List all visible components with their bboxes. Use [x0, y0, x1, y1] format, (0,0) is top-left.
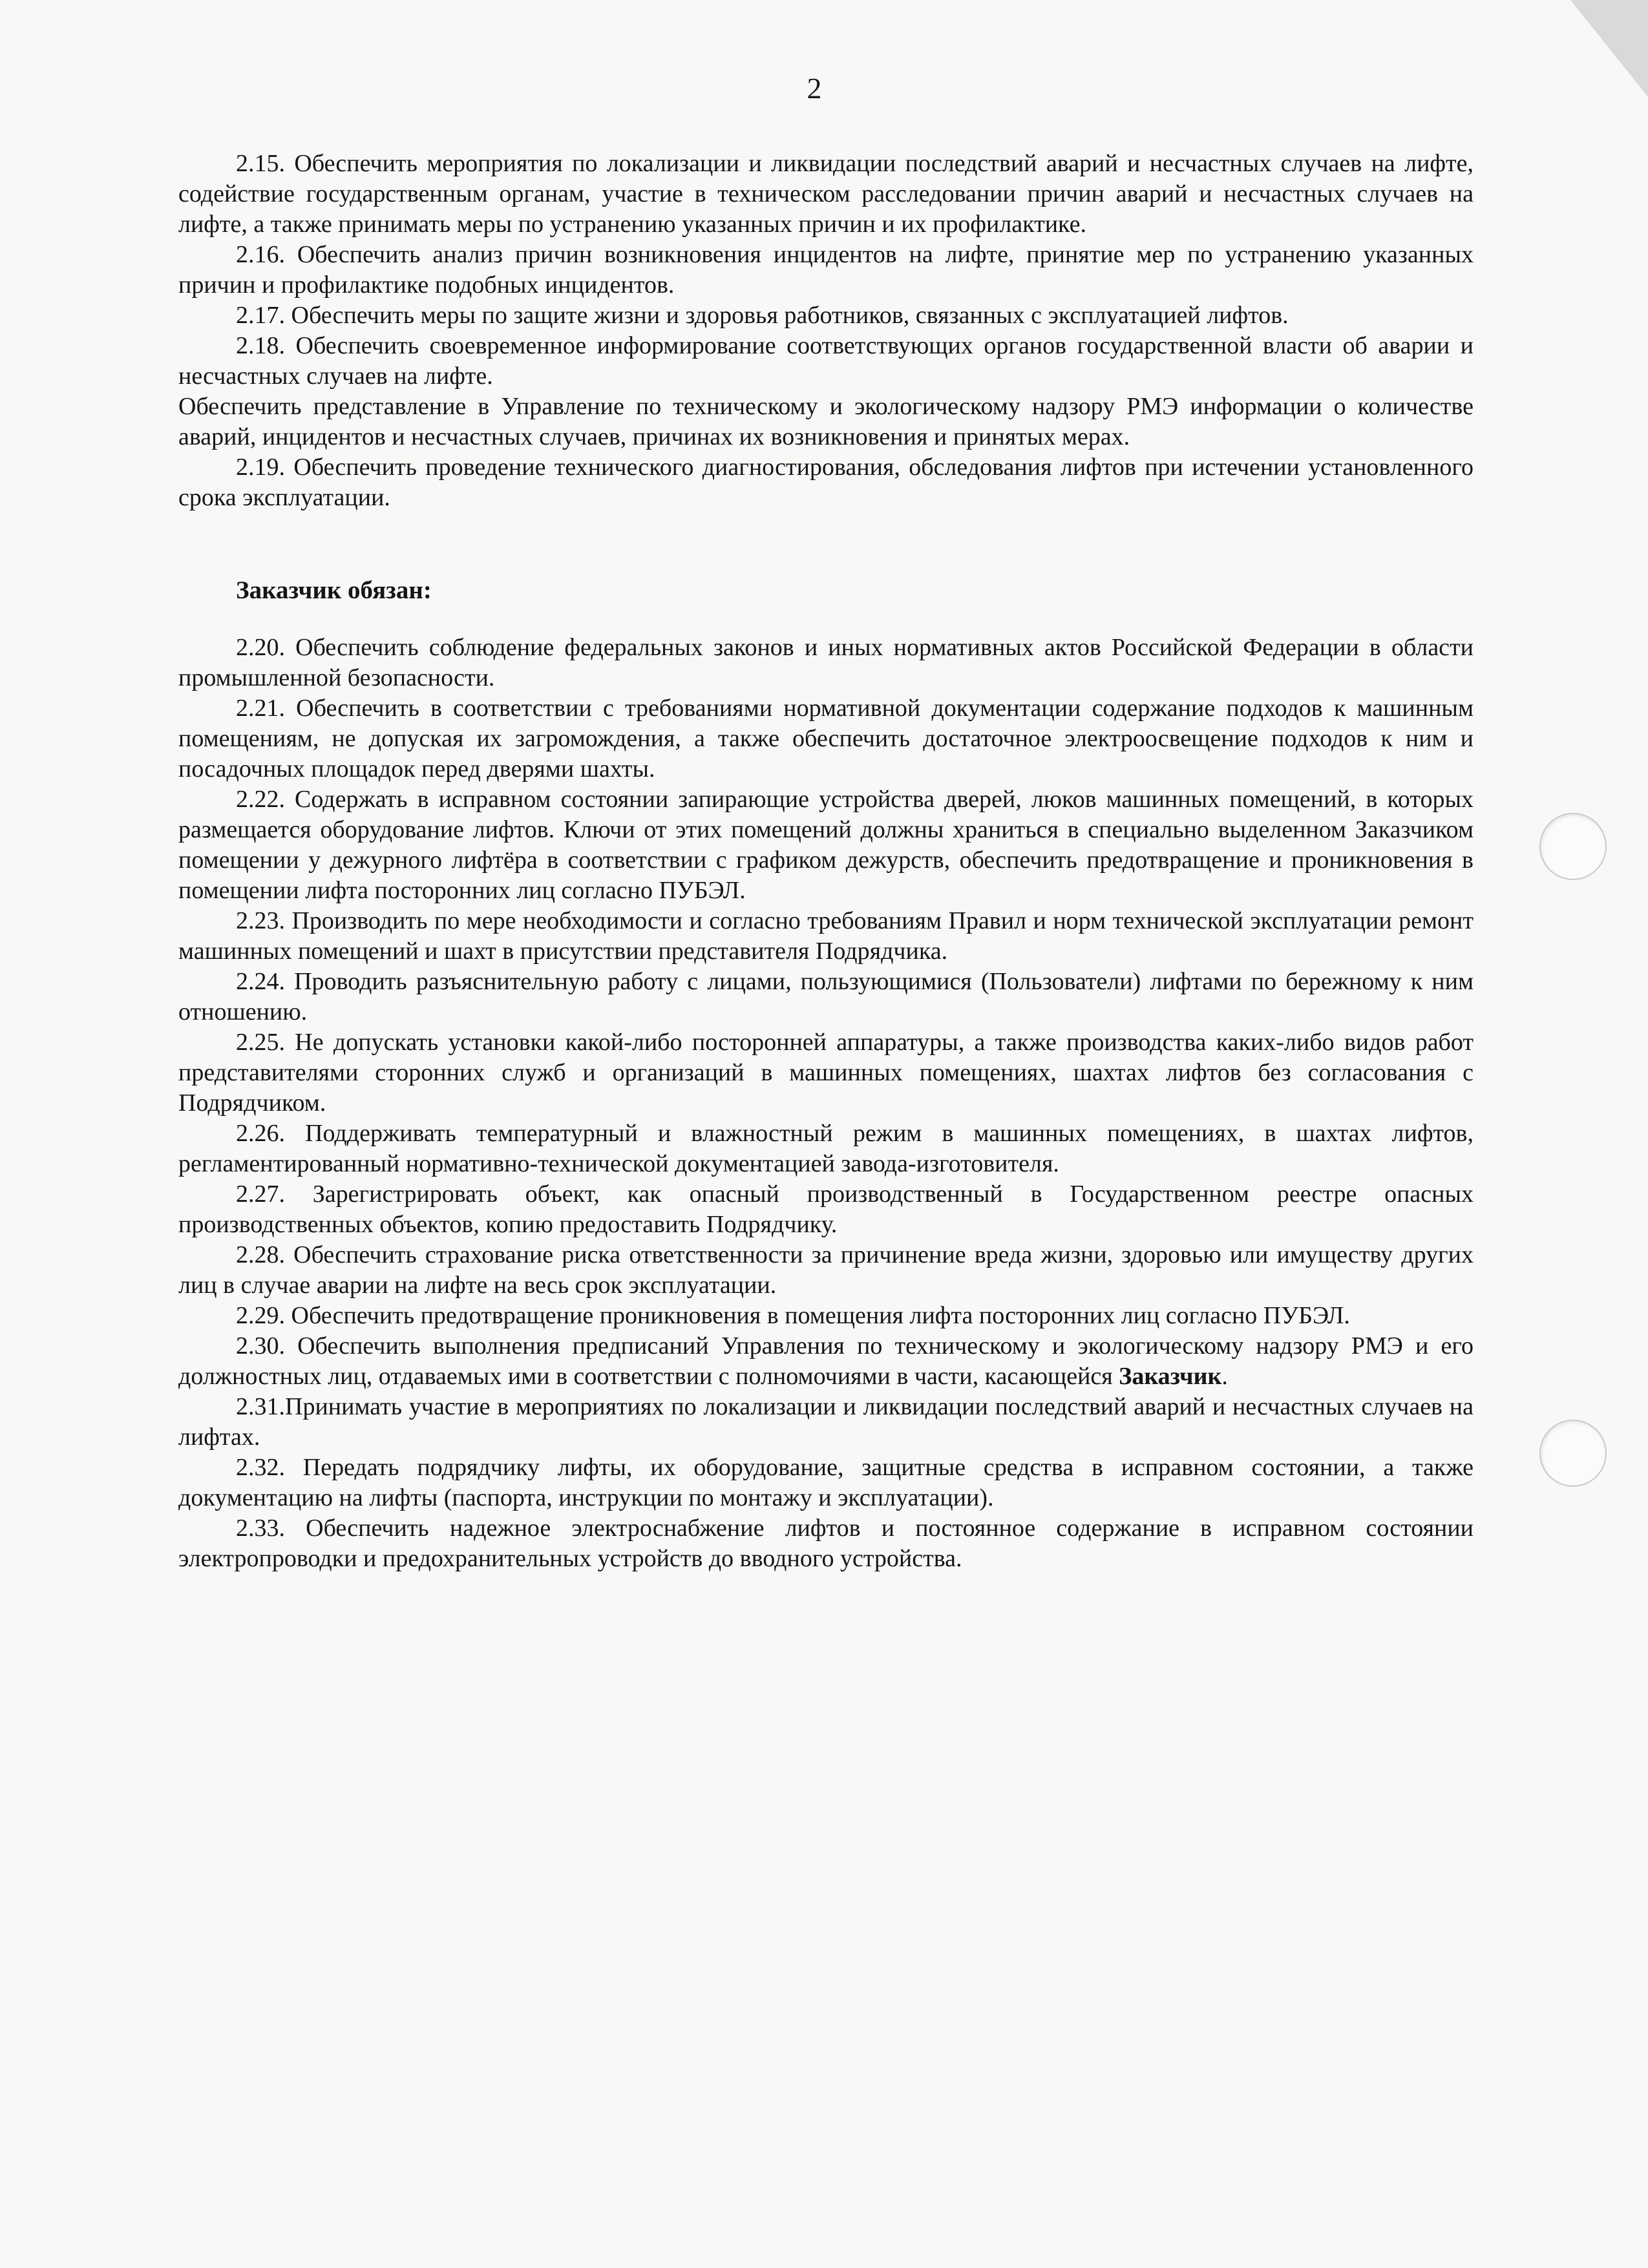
punch-hole	[1539, 813, 1607, 880]
clause-2-18: 2.18. Обеспечить своевременное информирование соответствующих органов государственной власти об аварии и несчастных случаев на лифте.	[178, 332, 1474, 390]
clause-2-20: 2.20. Обеспечить соблюдение федеральных законов и иных нормативных актов Российской Федерации в области промышленной безопасности.	[178, 634, 1474, 691]
clause-2-24: 2.24. Проводить разъяснительную работу с лицами, пользующимися (Пользователи) лифтами по бережному к ним отношению.	[178, 968, 1474, 1025]
clause-2-33: 2.33. Обеспечить надежное электроснабжение лифтов и постоянное содержание в исправном состоянии электропроводки и предохранительных устройств до вводного устройства.	[178, 1515, 1474, 1572]
section-heading-customer: Заказчик обязан:	[236, 576, 432, 604]
clause-2-32: 2.32. Передать подрядчику лифты, их оборудование, защитные средства в исправном состоянии, а также документацию на лифты (паспорта, инструкции по монтажу и эксплуатации).	[178, 1454, 1474, 1511]
clause-2-23: 2.23. Производить по мере необходимости и согласно требованиям Правил и норм технической эксплуатации ремонт машинных помещений и шахт в присутствии представителя Подрядчика.	[178, 907, 1474, 965]
clause-2-18-continuation: Обеспечить представление в Управление по техническому и экологическому надзору РМЭ информации о количестве аварий, инцидентов и несчастных случаев, причинах их возникновения и принятых мерах.	[178, 393, 1474, 450]
clause-2-31: 2.31.Принимать участие в мероприятиях по локализации и ликвидации последствий аварий и несчастных случаев на лифтах.	[178, 1393, 1474, 1451]
punch-hole	[1539, 1420, 1607, 1487]
clause-2-28: 2.28. Обеспечить страхование риска ответственности за причинение вреда жизни, здоровью или имуществу других лиц в случае аварии на лифте на весь срок эксплуатации.	[178, 1241, 1474, 1299]
clause-2-15: 2.15. Обеспечить мероприятия по локализации и ликвидации последствий аварий и несчастных случаев на лифте, содействие государственным органам, участие в техническом расследовании причин аварий и несчастных случаев на лифте, а также принимать меры по устранению указанных причин и их профилактике.	[178, 150, 1474, 238]
clause-2-27: 2.27. Зарегистрировать объект, как опасный производственный в Государственном реестре опасных производственных объектов, копию предоставить Подрядчику.	[178, 1181, 1474, 1238]
clause-2-30-text: 2.30. Обеспечить выполнения предписаний Управления по техническому и экологическому надзору РМЭ и его должностных лиц, отдаваемых ими в соответствии с полномочиями в части, касающейся	[178, 1332, 1474, 1390]
clause-2-17: 2.17. Обеспечить меры по защите жизни и здоровья работников, связанных с эксплуатацией лифтов.	[236, 302, 1289, 329]
document-body	[178, 149, 1474, 1574]
clause-2-25: 2.25. Не допускать установки какой-либо посторонней аппаратуры, а также производства каких-либо видов работ представителями сторонних служб и организаций в машинных помещениях, шахтах лифтов без согласования с Подрядчиком.	[178, 1029, 1474, 1117]
clause-2-16: 2.16. Обеспечить анализ причин возникновения инцидентов на лифте, принятие мер по устранению указанных причин и профилактике подобных инцидентов.	[178, 241, 1474, 299]
page-number: 2	[807, 72, 822, 105]
folded-corner	[1570, 0, 1648, 97]
clause-2-30-punct: .	[1221, 1363, 1228, 1390]
clause-2-22: 2.22. Содержать в исправном состоянии запирающие устройства дверей, люков машинных помещений, в которых размещается оборудование лифтов. Ключи от этих помещений должны храниться в специально выделенном Заказчиком помещении у дежурного лифтёра в соответствии с графиком дежурств, обеспечить предотвращение и проникновения в помещении лифта посторонних лиц согласно ПУБЭЛ.	[178, 786, 1474, 904]
clause-2-30	[178, 1331, 1474, 1392]
clause-2-19: 2.19. Обеспечить проведение технического диагностирования, обследования лифтов при истечении установленного срока эксплуатации.	[178, 454, 1474, 511]
clause-2-30-bold-term: Заказчик	[1119, 1363, 1222, 1390]
clause-2-29: 2.29. Обеспечить предотвращение проникновения в помещения лифта посторонних лиц согласно ПУБЭЛ.	[236, 1302, 1350, 1329]
clause-2-26: 2.26. Поддерживать температурный и влажностный режим в машинных помещениях, в шахтах лифтов, регламентированный нормативно-технической документацией завода-изготовителя.	[178, 1120, 1474, 1177]
clause-2-21: 2.21. Обеспечить в соответствии с требованиями нормативной документации содержание подходов к машинным помещениям, не допуская их загромождения, а также обеспечить достаточное электроосвещение подходов к ним и посадочных площадок перед дверями шахты.	[178, 695, 1474, 782]
